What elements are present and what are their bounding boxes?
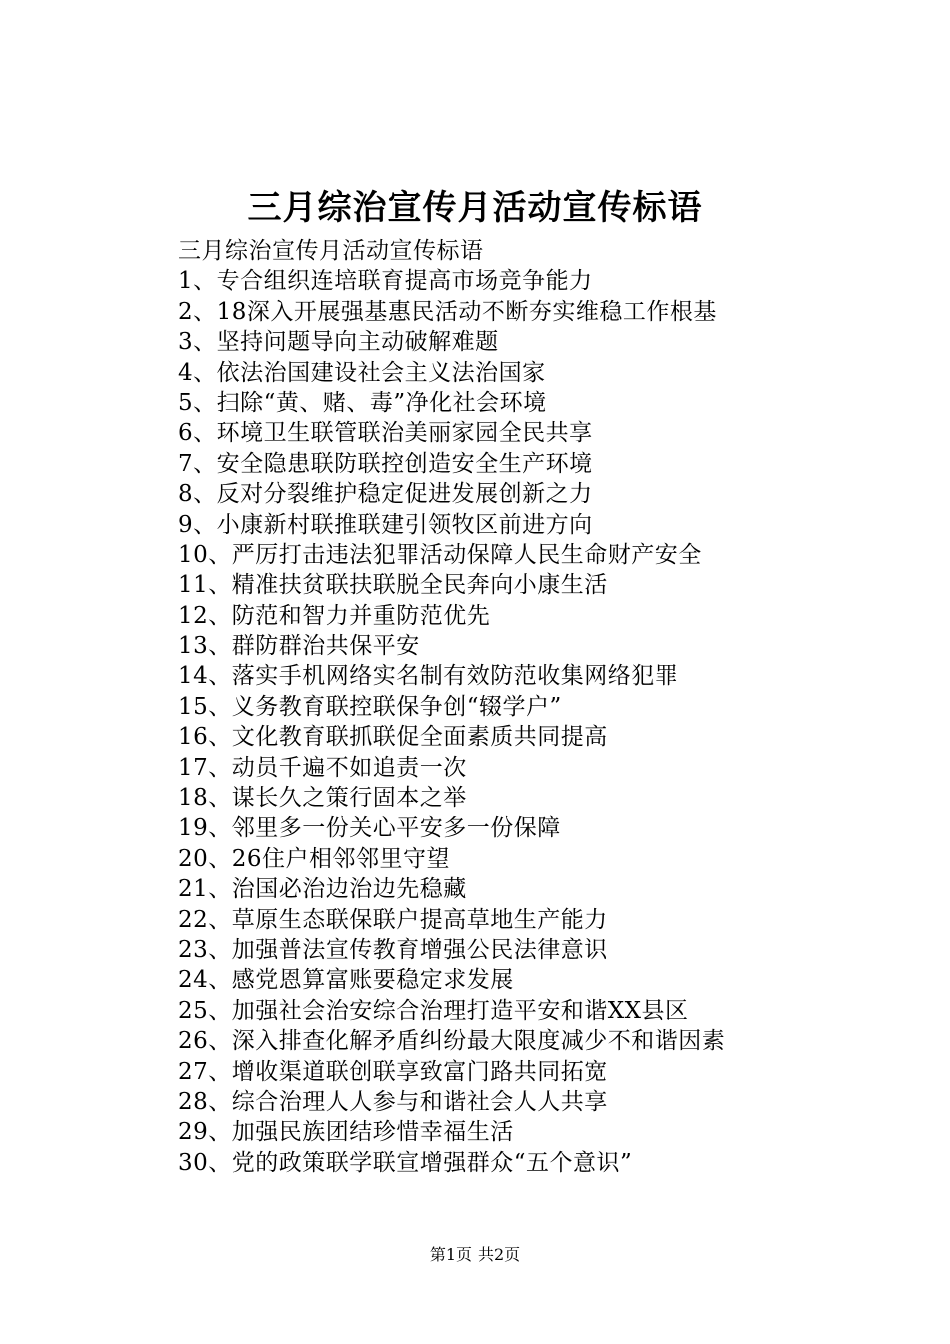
slogan-item: 4、依法治国建设社会主义法治国家 [178, 359, 546, 386]
slogan-item: 17、动员千遍不如追责一次 [178, 754, 467, 781]
page-footer [0, 1244, 950, 1266]
slogan-item: 6、环境卫生联管联治美丽家园全民共享 [178, 420, 593, 447]
slogan-item: 24、感党恩算富账要稳定求发展 [178, 967, 514, 994]
slogan-item: 21、治国必治边治边先稳藏 [178, 876, 467, 903]
slogan-item: 20、26住户相邻邻里守望 [178, 845, 451, 872]
page-total: 共2页 [478, 1245, 521, 1264]
slogan-item: 18、谋长久之策行固本之举 [178, 785, 467, 812]
slogan-item: 23、加强普法宣传教育增强公民法律意识 [178, 936, 608, 963]
slogan-item: 25、加强社会治安综合治理打造平安和谐XX县区 [178, 997, 689, 1024]
document-body [178, 236, 898, 1178]
slogan-item: 14、落实手机网络实名制有效防范收集网络犯罪 [178, 663, 679, 690]
slogan-item: 7、安全隐患联防联控创造安全生产环境 [178, 450, 593, 477]
slogan-item: 1、专合组织连培联育提高市场竞争能力 [178, 268, 593, 295]
slogan-item: 27、增收渠道联创联享致富门路共同拓宽 [178, 1058, 608, 1085]
slogan-item: 13、群防群治共保平安 [178, 633, 420, 660]
slogan-item: 5、扫除“黄、赌、毒”净化社会环境 [178, 389, 547, 416]
slogan-item: 15、义务教育联控联保争创“辍学户” [178, 693, 562, 720]
slogan-item: 9、小康新村联推联建引领牧区前进方向 [178, 511, 593, 538]
slogan-item: 12、防范和智力并重防范优先 [178, 602, 491, 629]
document-subtitle: 三月综治宣传月活动宣传标语 [178, 238, 484, 264]
slogan-item: 29、加强民族团结珍惜幸福生活 [178, 1119, 514, 1146]
slogan-item: 22、草原生态联保联户提高草地生产能力 [178, 906, 608, 933]
slogan-item: 10、严厉打击违法犯罪活动保障人民生命财产安全 [178, 541, 702, 568]
slogan-item: 8、反对分裂维护稳定促进发展创新之力 [178, 481, 593, 508]
slogan-item: 28、综合治理人人参与和谐社会人人共享 [178, 1088, 608, 1115]
slogan-item: 19、邻里多一份关心平安多一份保障 [178, 815, 561, 842]
document-title: 三月综治宣传月活动宣传标语 [247, 188, 703, 228]
slogan-item: 11、精准扶贫联扶联脱全民奔向小康生活 [178, 572, 608, 599]
slogan-item: 3、坚持问题导向主动破解难题 [178, 329, 499, 356]
slogan-item: 2、18深入开展强基惠民活动不断夯实维稳工作根基 [178, 298, 717, 325]
page-number: 第1页 [429, 1245, 472, 1264]
slogan-item: 16、文化教育联抓联促全面素质共同提高 [178, 724, 608, 751]
slogan-item: 26、深入排查化解矛盾纠纷最大限度减少不和谐因素 [178, 1028, 726, 1055]
slogan-item: 30、党的政策联学联宣增强群众“五个意识” [178, 1149, 633, 1176]
